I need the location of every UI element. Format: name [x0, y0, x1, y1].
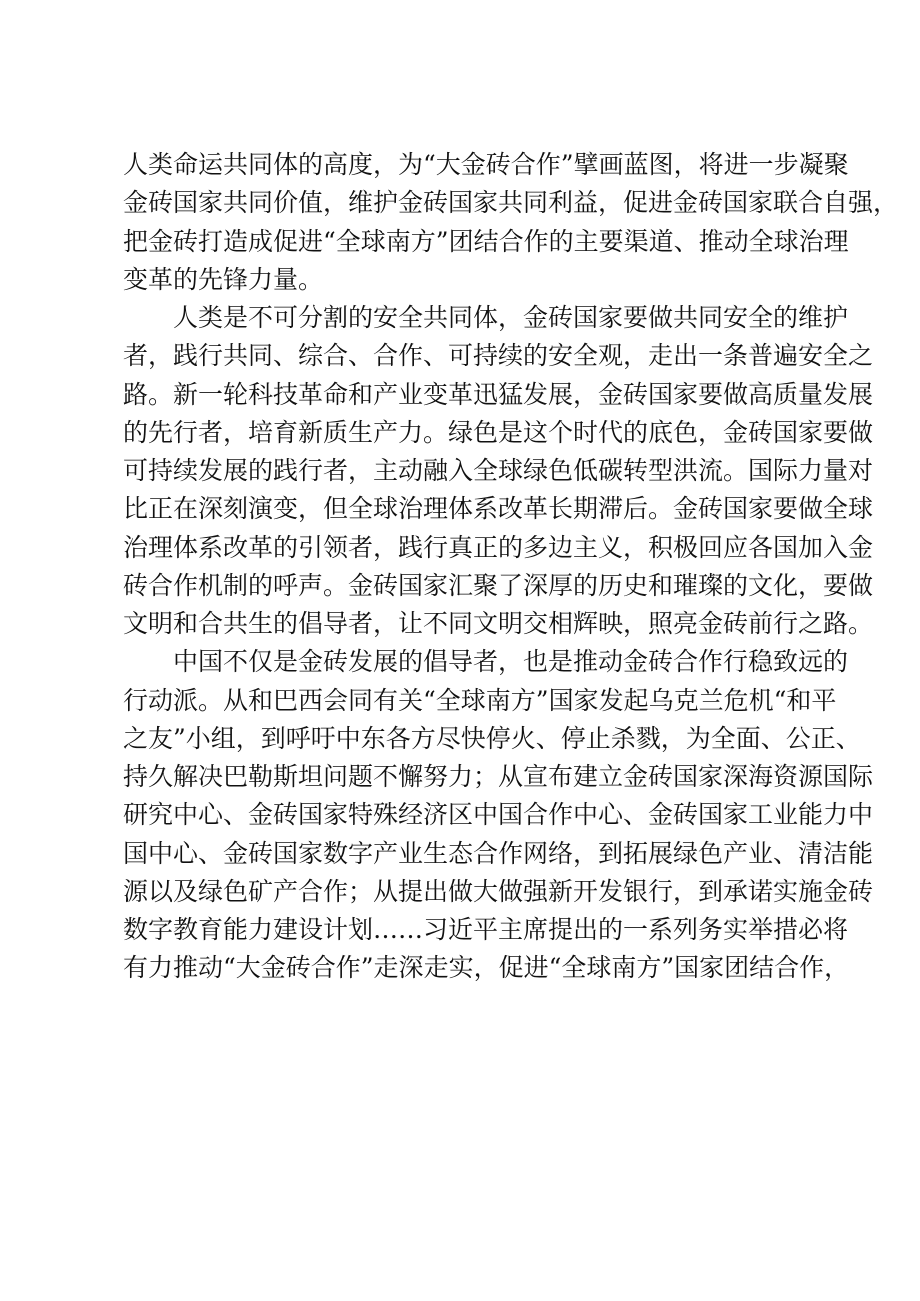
- text-line: 持久解决巴勒斯坦问题不懈努力；从宣布建立金砖国家深海资源国际: [123, 762, 874, 791]
- paragraph-1: [123, 146, 899, 299]
- text-line: 中国不仅是金砖发展的倡导者，也是推动金砖合作行稳致远的: [173, 647, 849, 677]
- text-line: 之友”小组，到呼吁中东各方尽快停火、停止杀戮，为全面、公正、: [123, 723, 861, 753]
- text-line: 者，践行共同、综合、合作、可持续的安全观，走出一条普遍安全之: [123, 341, 874, 371]
- text-line: 比正在深刻演变，但全球治理体系改革长期滞后。金砖国家要做全球: [123, 494, 874, 524]
- paragraph-3: [123, 643, 874, 987]
- text-line: 文明和合共生的倡导者，让不同文明交相辉映，照亮金砖前行之路。: [123, 609, 874, 638]
- text-line: 研究中心、金砖国家特殊经济区中国合作中心、金砖国家工业能力中: [123, 800, 874, 830]
- text-line: 把金砖打造成促进“全球南方”团结合作的主要渠道、推动全球治理: [123, 226, 849, 256]
- text-line: 人类是不可分割的安全共同体，金砖国家要做共同安全的维护: [173, 303, 849, 332]
- text-line: 有力推动“大金砖合作”走深走实，促进“全球南方”国家团结合作，: [123, 953, 850, 983]
- text-line: 人类命运共同体的高度，为“大金砖合作”擘画蓝图，将进一步凝聚: [123, 150, 849, 179]
- text-line: 金砖国家共同价值，维护金砖国家共同利益，促进金砖国家联合自强，: [123, 188, 899, 218]
- body-text: [123, 146, 899, 988]
- text-line: 路。新一轮科技革命和产业变革迅猛发展，金砖国家要做高质量发展: [123, 379, 874, 409]
- text-line: 砖合作机制的呼声。金砖国家汇聚了深厚的历史和璀璨的文化，要做: [123, 570, 874, 600]
- text-line: 源以及绿色矿产合作；从提出做大做强新开发银行，到承诺实施金砖: [123, 876, 874, 906]
- text-line: 治理体系改革的引领者，践行真正的多边主义，积极回应各国加入金: [123, 532, 874, 562]
- text-line: 可持续发展的践行者，主动融入全球绿色低碳转型洪流。国际力量对: [123, 456, 874, 485]
- paragraph-2: [123, 299, 874, 643]
- text-line: 数字教育能力建设计划……习近平主席提出的一系列务实举措必将: [123, 915, 849, 944]
- text-line: 的先行者，培育新质生产力。绿色是这个时代的底色，金砖国家要做: [123, 417, 874, 447]
- text-line: 国中心、金砖国家数字产业生态合作网络，到拓展绿色产业、清洁能: [123, 838, 874, 868]
- text-line: 变革的先锋力量。: [123, 264, 324, 294]
- text-line: 行动派。从和巴西会同有关“全球南方”国家发起乌克兰危机“和平: [123, 685, 837, 715]
